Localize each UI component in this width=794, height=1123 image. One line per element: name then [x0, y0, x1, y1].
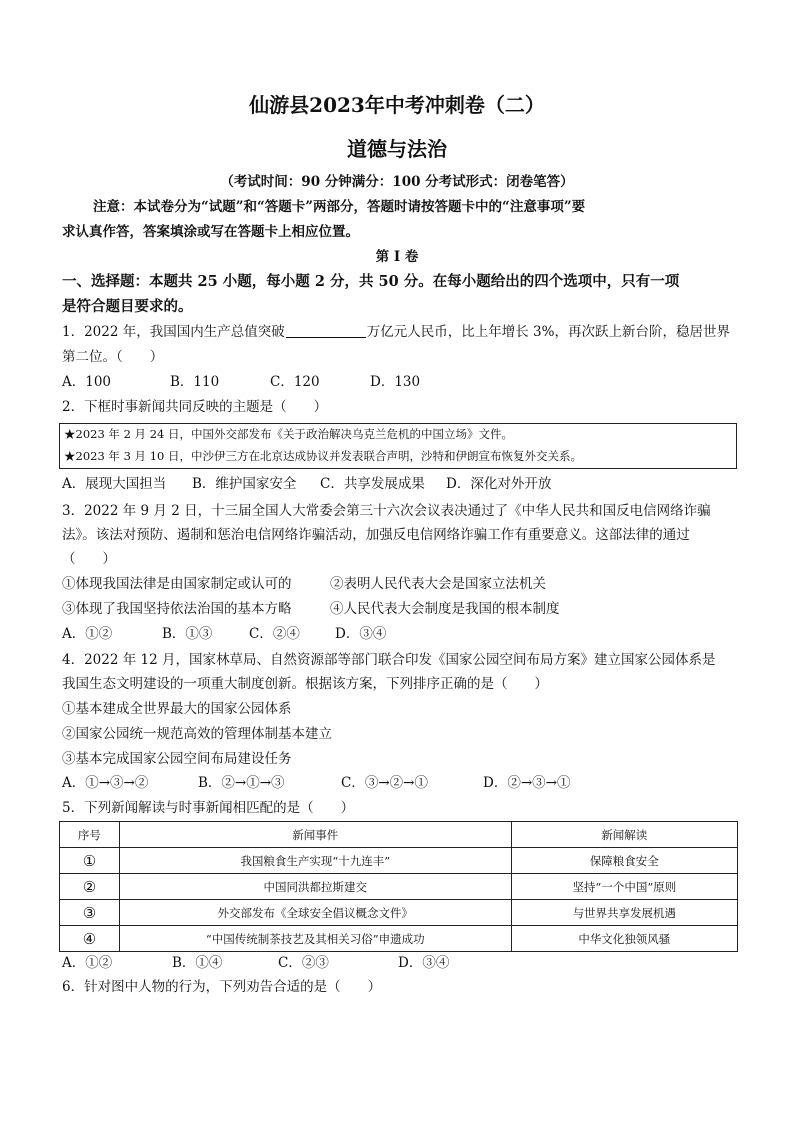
q5-row-2-index: ② — [60, 874, 120, 900]
q4-option-a: A．①→③→② — [62, 775, 149, 791]
q3-options — [62, 624, 386, 644]
q5-options — [62, 953, 449, 973]
q3-stem-1: 3．2022 年 9 月 2 日，十三届全国人大常委会第三十六次会议表决通过了《中华人民共和国反电信网络诈骗 — [62, 503, 711, 519]
q1-answer-blank — [286, 323, 366, 338]
table-row — [60, 926, 738, 952]
q2-option-a: A．展现大国担当 — [62, 476, 167, 492]
q2-news-item-1: ★2023 年 2 月 24 日，中国外交部发布《关于政治解决乌克兰危机的中国立场》文件。 — [64, 427, 513, 441]
q5-stem: 5．下列新闻解读与时事新闻相匹配的是（ ） — [62, 800, 355, 816]
table-row — [60, 848, 738, 874]
q5-row-4-index: ④ — [60, 926, 120, 952]
q5-row-1-interpretation: 保障粮食安全 — [511, 848, 737, 874]
q3-items-row-1 — [62, 574, 546, 594]
subject-title: 道德与法治 — [347, 137, 447, 161]
section-heading-line-2: 是符合题目要求的。 — [62, 298, 193, 315]
q3-item-1: ①体现我国法律是由国家制定或认可的 — [62, 576, 292, 592]
q1-stem-cont: 第二位。（ ） — [62, 349, 164, 365]
q4-option-d: D．②→③→① — [483, 775, 571, 791]
q5-row-3-event: 外交部发布《全球安全倡议概念文件》 — [119, 900, 511, 926]
table-row — [60, 900, 738, 926]
q4-options — [62, 773, 570, 793]
q3-item-3: ③体现了我国坚持依法治国的基本方略 — [62, 601, 292, 617]
q4-item-1: ①基本建成全世界最大的国家公园体系 — [62, 701, 292, 717]
q1-stem — [62, 322, 730, 342]
q5-option-c: C．②③ — [278, 955, 329, 971]
volume-heading: 第 I 卷 — [375, 249, 419, 265]
q4-option-c: C．③→②→① — [341, 775, 428, 791]
q2-option-b: B．维护国家安全 — [192, 476, 297, 492]
q3-option-b: B．①③ — [162, 626, 213, 642]
q1-stem-part-b: 万亿元人民币，比上年增长 3%，再次跃上新台阶，稳居世界 — [366, 324, 730, 340]
q3-stem-3: （ ） — [62, 551, 116, 567]
q5-option-d: D．③④ — [398, 955, 450, 971]
q5-table-header-row — [60, 822, 738, 848]
q1-option-b: B．110 — [170, 374, 220, 390]
q5-row-4-event: “中国传统制茶技艺及其相关习俗”申遗成功 — [119, 926, 511, 952]
q5-news-table — [59, 821, 738, 952]
q5-row-3-interpretation: 与世界共享发展机遇 — [511, 900, 737, 926]
section-heading-line-1: 一、选择题：本题共 25 小题，每小题 2 分，共 50 分。在每小题给出的四个选项中，只有一项 — [62, 273, 680, 290]
q2-news-item-2: ★2023 年 3 月 10 日，中沙伊三方在北京达成协议并发表联合声明，沙特和伊朗宣布恢复外交关系。 — [64, 449, 582, 463]
q3-option-a: A．①② — [62, 626, 113, 642]
q1-option-d: D．130 — [370, 374, 421, 390]
q5-header-event: 新闻事件 — [119, 822, 511, 848]
table-row — [60, 874, 738, 900]
q5-row-1-event: 我国粮食生产实现“十九连丰” — [119, 848, 511, 874]
q2-stem: 2．下框时事新闻共同反映的主题是（ ） — [62, 399, 328, 415]
q3-option-d: D．③④ — [335, 626, 387, 642]
q4-stem-2: 我国生态文明建设的一项重大制度创新。根据该方案，下列排序正确的是（ ） — [62, 676, 548, 692]
q5-row-4-interpretation: 中华文化独领风骚 — [511, 926, 737, 952]
q1-option-c: C．120 — [270, 374, 320, 390]
q3-stem-2: 法》。该法对预防、遏制和惩治电信网络诈骗活动，加强反电信网络诈骗工作有重要意义。这部法律的通过 — [62, 527, 690, 543]
q1-options — [62, 372, 420, 392]
q5-row-2-interpretation: 坚持“一个中国”原则 — [511, 874, 737, 900]
q1-stem-part-a: 1．2022 年，我国国内生产总值突破 — [62, 324, 285, 340]
q4-stem-1: 4．2022 年 12 月，国家林草局、自然资源部等部门联合印发《国家公园空间布局方案》建立国家公园体系是 — [62, 652, 716, 668]
q2-option-c: C．共享发展成果 — [320, 476, 425, 492]
notice-line-1: 注意：本试卷分为“试题”和“答题卡”两部分，答题时请按答题卡中的“注意事项”要 — [93, 199, 586, 215]
q2-option-d: D．深化对外开放 — [446, 476, 552, 492]
q4-item-2: ②国家公园统一规范高效的管理体制基本建立 — [62, 726, 332, 742]
q5-header-index: 序号 — [60, 822, 120, 848]
q4-option-b: B．②→①→③ — [198, 775, 285, 791]
q3-option-c: C．②④ — [249, 626, 300, 642]
q5-row-3-index: ③ — [60, 900, 120, 926]
q5-row-2-event: 中国同洪都拉斯建交 — [119, 874, 511, 900]
q5-option-b: B．①④ — [172, 955, 223, 971]
q6-stem: 6．针对图中人物的行为，下列劝告合适的是（ ） — [62, 979, 382, 995]
q1-option-a: A．100 — [62, 374, 112, 390]
exam-info: （考试时间：90 分钟满分：100 分考试形式：闭卷笔答） — [220, 174, 574, 190]
q4-item-3: ③基本完成国家公园空间布局建设任务 — [62, 751, 292, 767]
q5-header-interpretation: 新闻解读 — [511, 822, 737, 848]
q3-item-2: ②表明人民代表大会是国家立法机关 — [330, 576, 546, 592]
q3-items-row-2 — [62, 599, 560, 619]
notice-line-2: 求认真作答，答案填涂或写在答题卡上相应位置。 — [62, 224, 359, 240]
q5-row-1-index: ① — [60, 848, 120, 874]
q2-news-box — [59, 423, 737, 469]
exam-title: 仙游县2023年中考冲刺卷（二） — [249, 93, 545, 117]
q5-option-a: A．①② — [62, 955, 113, 971]
q2-options — [62, 474, 551, 494]
q3-item-4: ④人民代表大会制度是我国的根本制度 — [330, 601, 560, 617]
